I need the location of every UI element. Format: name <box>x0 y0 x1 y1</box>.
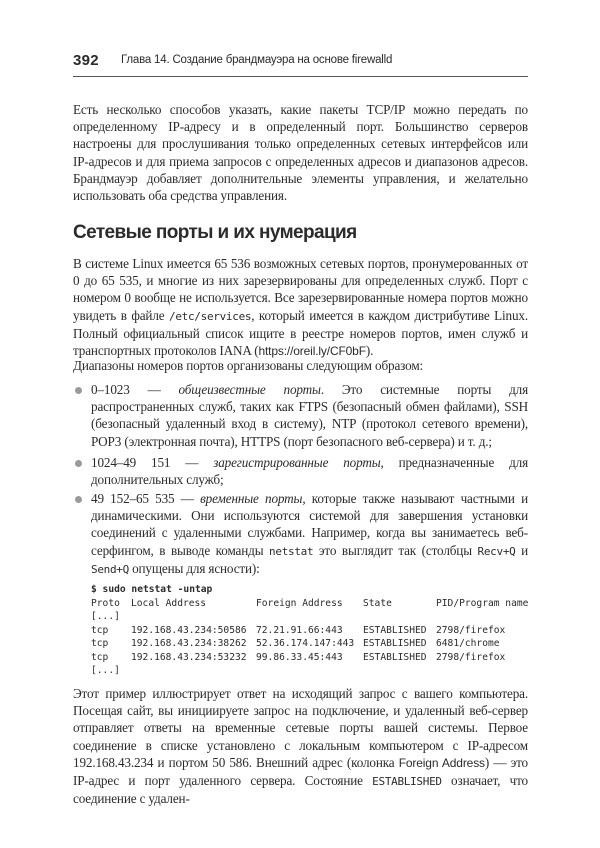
term-well-known: общеизвестные порты <box>178 382 321 397</box>
list-item-registered-ports: 1024–49 151 — зарегистрированные порты, предназначенные для дополнительных служб; <box>91 455 528 488</box>
list-item-ephemeral-ports: 49 152–65 535 — временные порты, которые также называют частными и динамическими. Они используются системой для завершения установки соединений с удаленными службами. Например, когда вы занимаетесь веб-серфингом, в выводе команды netstat это выглядит так (столбцы Recv+Q и Send+Q опущены для ясности): <box>91 491 528 576</box>
ports-paragraph: В системе Linux имеется 65 536 возможных сетевых портов, пронумерованных от 0 до 65 535, и многие из них зарезервированы для определенных служб. Порт с номером 0 вообще не используется. Все зарезервированные номера портов можно увидеть в файле /etc/services, который имеется в каждом дистрибутиве Linux. Полный официальный список ищите в реестре номеров портов, имен служб и транспортных протоколов IANA (https://oreil.ly/CF0bF). <box>73 256 528 359</box>
intro-paragraph: Есть несколько способов указать, какие пакеты TCP/IP можно передать по определенному IP-адресу и в определенный порт. Большинство серверов настроены для прослушивания только определенных сетевых интерфейсов или IP-адресов и для приема запросов с определенных адресов и диапазонов адресов. Брандмауэр добавляет дополнительные элементы управления, и желательно использовать оба средства управления. <box>73 102 528 204</box>
ranges-intro: Диапазоны номеров портов организованы следующим образом: <box>73 358 424 373</box>
code-row: tcp 192.168.43.234:53232 99.86.33.45:443 ESTABLISHED 2798/firefox <box>91 651 506 663</box>
bullet-dot <box>75 387 82 394</box>
running-header <box>73 52 528 74</box>
code-header-row: Proto Local Address Foreign Address State PID/Program name <box>91 597 529 609</box>
iana-link[interactable]: https://oreil.ly/CF0bF <box>258 344 366 359</box>
bullet-dot <box>75 496 82 503</box>
code-command: $ sudo netstat -untap <box>91 584 213 595</box>
chapter-title: Глава 14. Создание брандмауэра на основе firewalld <box>121 54 393 66</box>
send-q-column: Send+Q <box>91 562 129 576</box>
services-file-path: /etc/services <box>169 309 252 323</box>
netstat-code-listing <box>91 583 528 678</box>
term-ephemeral: временные порты <box>200 491 303 506</box>
page-number: 392 <box>73 52 99 69</box>
closing-paragraph: Этот пример иллюстрирует ответ на исходящий запрос с вашего компьютера. Посещая сайт, вы инициируете запрос на подключение, и удаленный веб-сервер отправляет ответы на временные сетевые порты вашей системы. Первое соединение в списке установлено с локальным компьютером с IP-адресом 192.168.43.234 и портом 50 586. Внешний адрес (колонка Foreign Address) — это IP-адрес и порт удаленного сервера. Состояние ESTABLISHED означает, что соединение с удален- <box>73 686 528 807</box>
established-state: ESTABLISHED <box>372 775 442 789</box>
bullet-dot <box>75 460 82 467</box>
code-row: tcp 192.168.43.234:38262 52.36.174.147:443 ESTABLISHED 6481/chrome <box>91 638 500 649</box>
section-heading: Сетевые порты и их нумерация <box>73 222 357 243</box>
header-rule <box>73 76 528 77</box>
foreign-address-column: Foreign Address <box>398 755 485 770</box>
code-ellipsis: [...] <box>91 665 120 676</box>
recv-q-column: Recv+Q <box>477 544 516 558</box>
list-item-well-known-ports: 0–1023 — общеизвестные порты. Это системные порты для распространенных служб, таких как FTPS (безопасный обмен файлами), SSH (безопасный удаленный вход в систему), NTP (протокол сетевого времени), POP3 (электронная почта), HTTPS (порт безопасного веб-сервера) и т. д.; <box>91 382 529 449</box>
code-ellipsis: [...] <box>91 611 120 622</box>
term-registered: зарегистрированные порты <box>213 455 381 470</box>
netstat-command: netstat <box>269 544 314 558</box>
code-row: tcp 192.168.43.234:50586 72.21.91.66:443 ESTABLISHED 2798/firefox <box>91 624 506 636</box>
